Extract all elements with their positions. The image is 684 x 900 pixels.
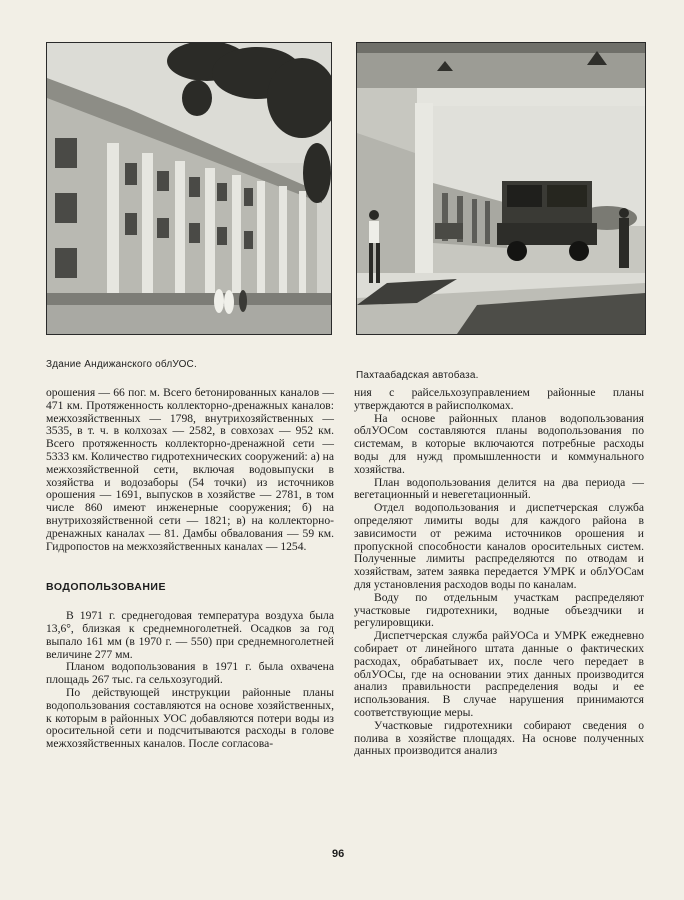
photo-pakhtaabad-depot: [356, 42, 646, 335]
paragraph: орошения — 66 пог. м. Всего бетонированных каналов — 471 км. Протяженность коллекторно-дренажных каналов: межхозяйственных — 1798, внутрихозяйственных — 3535, в т. ч. в колхозах — 2582, в совхозах — 952 км. Всего протяженность коллекторно-дренажной сети — 5333 км. Количество гидротехнических сооружений: а) на межхозяйственной сети, включая водовыпуски в хозяйства и водозаборы (54 точки) из источников орошения — 1691, выпусков в хозяйстве — 2781, в том числе 860 имеют инженерные сооружения; б) на внутрихозяйственной сети — 1821; в) на коллекторно-дренажных каналах — 81. Дамбы обвалования — 59 км. Гидропостов на межхозяйственных каналах — 1254.: [46, 386, 334, 553]
text-column-left: [46, 387, 334, 751]
paragraph: По действующей инструкции районные планы водопользования составляются на основе хозяйственных, к которым в районных УОС добавляются потери воды из оросительной сети и подсчитываются расходы в голове межхозяйственных каналов. После согласова-: [46, 685, 334, 751]
paragraph: ния с райсельхозуправлением районные планы утверждаются в райисполкомах.: [354, 386, 644, 412]
photo-andijan-building: [46, 42, 332, 335]
paragraph: На основе районных планов водопользования облУОСом составляются планы водопользования по системам, в которые включаются потребные расходы воды для нужд промышленности и коммунального хозяйства.: [354, 411, 644, 476]
depot-illustration: [357, 43, 645, 334]
paragraph: В 1971 г. среднегодовая температура воздуха была 13,6°, близкая к среднемноголетней. Осадков за год выпало 161 мм (в 1970 г. — 550) при среднемноголетней величине 277 мм.: [46, 609, 334, 661]
paragraph: Отдел водопользования и диспетчерская служба определяют лимиты воды для каждого района в зависимости от режима источников орошения и пропускной способности каналов оросительных систем. Полученные лимиты распределяются по отводам и хозяйствам, затем заявка передается УМРК и облУОСам для установления расходов воды по каналам.: [354, 501, 644, 591]
paragraph: Планом водопользования в 1971 г. была охвачена площадь 267 тыс. га сельхозугодий.: [46, 660, 334, 687]
paragraph: Диспетчерская служба райУОСа и УМРК ежедневно собирает от линейного штата данные о фактических расходах, обрабатывает их, после чего передает в облУОСы, где на основании этих данных производится анализ правильности распределения воды и ее использования. В случае нарушения принимаются соответствующие меры.: [354, 629, 644, 719]
text-column-right: [354, 387, 644, 758]
photo-caption-left: Здание Андижанского облУОС.: [46, 359, 197, 370]
building-illustration: [47, 43, 331, 334]
paragraph: План водопользования делится на два периода — вегетационный и невегетационный.: [354, 475, 644, 502]
paragraph: Воду по отдельным участкам распределяют участковые гидротехники, водные объездчики и регулировщики.: [354, 590, 644, 630]
photo-caption-right: Пахтаабадская автобаза.: [356, 370, 479, 381]
section-heading: ВОДОПОЛЬЗОВАНИЕ: [46, 581, 166, 594]
page-number: 96: [332, 848, 345, 860]
paragraph: Участковые гидротехники собирают сведения о полива в хозяйстве площадях. На основе полученных данных производится анализ: [354, 718, 644, 758]
